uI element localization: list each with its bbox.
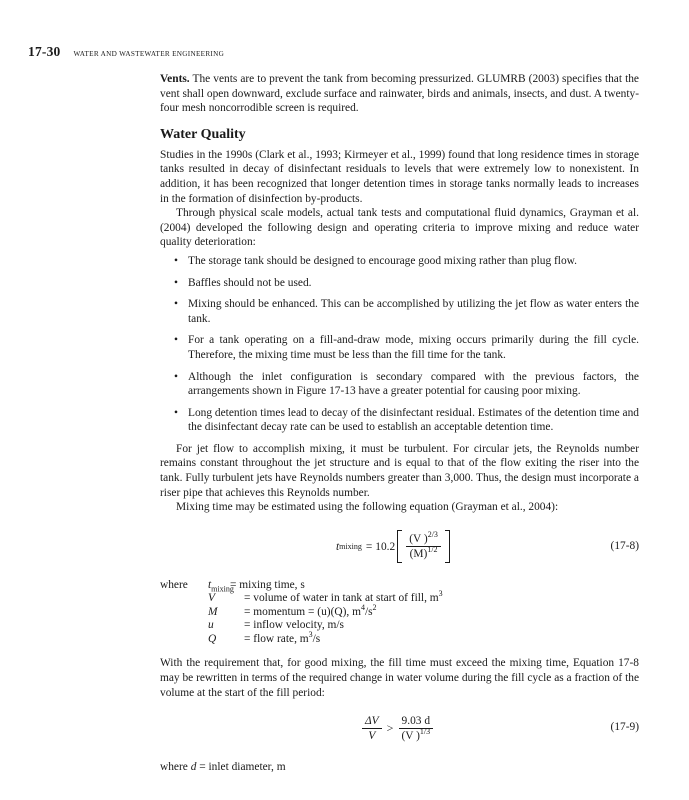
- definition-row: where $t_{mixing}$ = mixing time, s: [160, 578, 305, 594]
- list-item: [160, 333, 639, 362]
- list-item-text: Long detention times lead to decay of the disinfectant residual. Estimates of the detention time and the disinfectant decay rate can be used to establish an acceptable detention time.: [188, 406, 639, 434]
- eq-rhs-den-exponent: 1/3: [419, 726, 431, 736]
- list-item-text: For a tank operating on a fill-and-draw mode, mixing occurs primarily during the fill cycle. Therefore, the mixing time must be less than the fill time for the tank.: [188, 334, 639, 361]
- where-inlet-diameter: [160, 760, 639, 775]
- eq-num-exponent: 2/3: [427, 530, 438, 540]
- list-item: [160, 406, 639, 435]
- eq-lhs-numerator: ΔV: [365, 714, 379, 727]
- var-definition: flow rate, m: [253, 632, 309, 645]
- list-item: [160, 297, 639, 326]
- vents-text: The vents are to prevent the tank from becoming pressurized. GLUMRB (2003) specifies that the vent shall open downward, exclude surface and rainwater, birds and animals, insects, and dust. A twenty-four mesh noncorrodible screen is required.: [160, 73, 639, 115]
- var-definition: = inlet diameter, m: [199, 761, 286, 774]
- eq-numerator: (V ): [409, 533, 428, 546]
- var-subscript: mixing: [211, 584, 234, 594]
- eq-rhs-numerator: 9.03 d: [401, 714, 431, 727]
- unit-tail: /s: [312, 632, 321, 645]
- running-header: [28, 44, 224, 60]
- section-heading: Water Quality: [160, 126, 246, 142]
- definition-row: u = inflow velocity, m/s: [208, 619, 344, 632]
- bullet-icon: •: [174, 298, 178, 311]
- eq-fraction: [406, 532, 441, 561]
- definition-row: Q = flow rate, $m^3/s$: [208, 630, 321, 645]
- var-symbol: t: [208, 578, 212, 591]
- list-item-text: Baffles should not be used.: [188, 276, 312, 289]
- page-number: 17-30: [28, 44, 61, 59]
- vents-run-in-heading: Vents.: [160, 73, 190, 85]
- eq-lhs-fraction: [362, 714, 382, 743]
- bullet-icon: •: [174, 254, 178, 267]
- where-label: where: [160, 761, 188, 774]
- definition-row: M = momentum = (u)(Q), $m^4/s^2$: [208, 603, 377, 618]
- eq-lhs-var: t: [336, 540, 340, 553]
- page-body: [160, 72, 639, 775]
- var-symbol: Q: [208, 632, 217, 645]
- var-definition: volume of water in tank at start of fill, m: [253, 592, 439, 605]
- unit-tail: /s: [364, 605, 373, 618]
- criteria-list: [160, 254, 639, 435]
- paragraph: Mixing time may be estimated using the following equation (Grayman et al., 2004):: [176, 501, 559, 514]
- equals-sign: =: [365, 540, 373, 553]
- paragraph: For jet flow to accomplish mixing, it must be turbulent. For circular jets, the Reynolds number remains constant throughout the jet structure and is equal to that of the flow exiting the riser into the tank. Fully turbulent jets have Reynolds numbers greater than 3,000. Thus, the design must incorporate a riser pipe that achieves this Reynolds number.: [160, 442, 639, 499]
- eq-den-exponent: 1/2: [427, 545, 438, 555]
- eq-rhs-fraction: [398, 714, 433, 743]
- paragraph: Through physical scale models, actual tank tests and computational fluid dynamics, Grayman et al. (2004) developed the following design and operating criteria to improve mixing and reduce water quality deterioration:: [160, 207, 639, 249]
- var-symbol: M: [208, 605, 218, 618]
- vents-paragraph: [160, 72, 639, 116]
- var-definition: momentum = (u)(Q), m: [253, 605, 361, 618]
- bullet-icon: •: [174, 276, 178, 289]
- unit-exponent: 3: [308, 630, 313, 640]
- running-head: WATER AND WASTEWATER ENGINEERING: [73, 50, 225, 58]
- equation-17-8: t mixing = 10.2 $\frac{(V )^{2/3}}{(M)^{1/2}}$ (17-8): [160, 521, 639, 573]
- var-symbol: u: [208, 619, 214, 632]
- list-item-text: The storage tank should be designed to encourage good mixing rather than plug flow.: [188, 254, 577, 267]
- equation-number: (17-9): [610, 721, 639, 734]
- definition-row: V = volume of water in tank at start of fill, $m^3$: [208, 589, 443, 605]
- var-symbol: V: [208, 592, 215, 605]
- unit-exponent: 4: [360, 603, 365, 613]
- list-item: [160, 370, 639, 399]
- bullet-icon: •: [174, 370, 178, 383]
- variable-definitions: [160, 579, 639, 647]
- bullet-icon: •: [174, 406, 178, 419]
- list-item: [160, 254, 639, 269]
- paragraph: Studies in the 1990s (Clark et al., 1993; Kirmeyer et al., 1999) found that long residence times in storage tanks resulted in decay of disinfectant residuals to levels that were extremely low to nonexistent. In addition, it has been recognized that longer detention times in storage tanks normally leads to increases in the formation of disinfection by-products.: [160, 148, 639, 205]
- list-item: [160, 276, 639, 291]
- var-symbol: d: [190, 761, 197, 774]
- var-definition: mixing time, s: [239, 578, 305, 591]
- eq-lhs-denominator: V: [368, 729, 376, 742]
- eq-bracket: [397, 530, 450, 563]
- var-definition: inflow velocity, m/s: [253, 619, 344, 632]
- paragraph: With the requirement that, for good mixing, the fill time must exceed the mixing time, Equation 17-8 may be rewritten in terms of the required change in water volume during the fill cycle as a fraction of the volume at the start of the fill period:: [160, 657, 639, 699]
- unit-exponent: 3: [438, 589, 443, 599]
- where-label: where: [160, 578, 188, 591]
- list-item-text: Although the inlet configuration is secondary compared with the previous factors, the arrangements shown in Figure 17-13 have a greater potential for causing poor mixing.: [188, 370, 639, 398]
- equation-number: (17-8): [610, 539, 639, 552]
- list-item-text: Mixing should be enhanced. This can be accomplished by utilizing the jet flow as water enters the tank.: [188, 298, 639, 325]
- eq-coefficient: 10.2: [375, 540, 396, 553]
- equation-17-9: [160, 706, 639, 750]
- greater-than-sign: >: [386, 720, 394, 735]
- eq-denominator: (M): [409, 548, 428, 561]
- unit-exponent: 2: [372, 603, 377, 613]
- bullet-icon: •: [174, 334, 178, 347]
- eq-rhs-denominator: (V ): [401, 729, 420, 742]
